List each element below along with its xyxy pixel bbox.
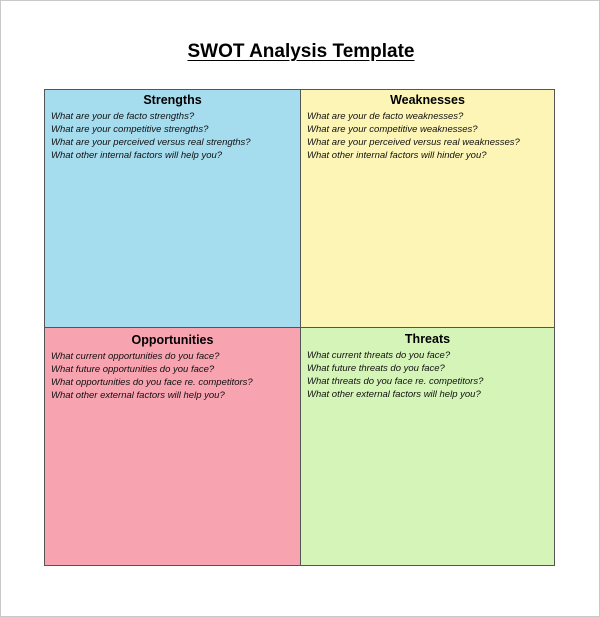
weaknesses-heading: Weaknesses	[390, 93, 465, 107]
list-item: What are your de facto weaknesses?	[307, 111, 464, 122]
weaknesses-list	[307, 110, 554, 162]
list-item: What are your competitive strengths?	[51, 124, 209, 135]
list-item: What future threats do you face?	[307, 363, 445, 374]
list-item: What are your perceived versus real strengths?	[51, 137, 251, 148]
list-item: What other external factors will help you?	[51, 390, 225, 401]
weaknesses-quadrant	[301, 90, 554, 328]
list-item: What other internal factors will hinder you?	[307, 150, 487, 161]
strengths-quadrant	[45, 90, 301, 328]
list-item: What threats do you face re. competitors?	[307, 376, 484, 387]
list-item: What current threats do you face?	[307, 350, 451, 361]
list-item: What other external factors will help you?	[307, 389, 481, 400]
list-item: What are your perceived versus real weaknesses?	[307, 137, 520, 148]
page-title: SWOT Analysis Template	[187, 41, 415, 62]
threats-quadrant	[301, 328, 554, 565]
list-item: What current opportunities do you face?	[51, 351, 220, 362]
opportunities-quadrant	[45, 328, 301, 565]
threats-list	[307, 349, 554, 401]
list-item: What are your de facto strengths?	[51, 111, 195, 122]
list-item: What other internal factors will help you?	[51, 150, 223, 161]
strengths-heading: Strengths	[143, 93, 202, 107]
list-item: What future opportunities do you face?	[51, 364, 215, 375]
threats-heading: Threats	[404, 332, 451, 346]
list-item: What opportunities do you face re. competitors?	[51, 377, 253, 388]
opportunities-heading: Opportunities	[131, 333, 214, 347]
strengths-list	[51, 110, 300, 162]
opportunities-list	[51, 350, 300, 402]
swot-grid	[44, 89, 555, 566]
list-item: What are your competitive weaknesses?	[307, 124, 478, 135]
